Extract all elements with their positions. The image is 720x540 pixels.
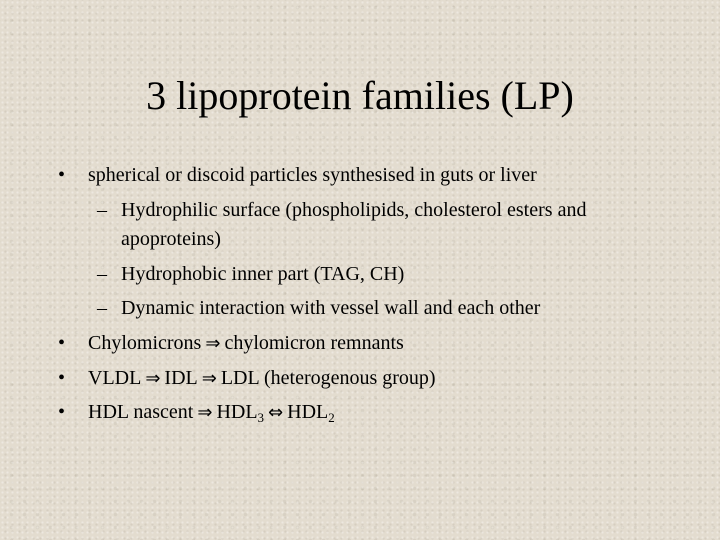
implies-arrow-icon: ⇒: [201, 368, 217, 389]
bullet-2-text: [88, 330, 404, 357]
implies-arrow-icon: ⇒: [205, 333, 221, 354]
bullet-4-part-2-subscript: 3: [257, 410, 265, 425]
bidirectional-arrow-icon: ⇔: [268, 402, 284, 423]
sub-bullet-dash: –: [97, 297, 107, 319]
bullet-4-part-3: HDL: [287, 401, 329, 423]
sub-bullet-dash: –: [97, 263, 107, 285]
bullet-2-part-1: Chylomicrons: [88, 332, 202, 354]
sub-bullet-dash: –: [97, 199, 107, 221]
bullet-marker: •: [58, 332, 66, 354]
bullet-3-part-1: VLDL: [88, 367, 142, 389]
bullet-marker: •: [58, 164, 66, 186]
bullet-1-text: spherical or discoid particles synthesised in guts or liver: [88, 164, 537, 186]
sub-bullet-1-line-2: apoproteins): [121, 228, 221, 250]
bullet-3-text: [88, 365, 436, 392]
bullet-4-part-1: HDL nascent: [88, 401, 194, 423]
bullet-3-part-2: IDL: [164, 367, 198, 389]
bullet-2-part-2: chylomicron remnants: [224, 332, 404, 354]
bullet-4-part-3-subscript: 2: [328, 410, 335, 425]
implies-arrow-icon: ⇒: [145, 368, 161, 389]
slide-title: 3 lipoprotein families (LP): [146, 73, 574, 118]
bullet-3-part-3: LDL (heterogenous group): [220, 367, 436, 389]
sub-bullet-1-line-1: Hydrophilic surface (phospholipids, cholesterol esters and: [121, 199, 587, 221]
bullet-marker: •: [58, 401, 66, 423]
bullet-4-part-2: HDL: [216, 401, 258, 423]
implies-arrow-icon: ⇒: [197, 402, 213, 423]
sub-bullet-3: Dynamic interaction with vessel wall and each other: [121, 297, 541, 319]
bullet-marker: •: [58, 367, 66, 389]
bullet-4-text: [88, 399, 335, 426]
sub-bullet-2: Hydrophobic inner part (TAG, CH): [121, 263, 405, 285]
